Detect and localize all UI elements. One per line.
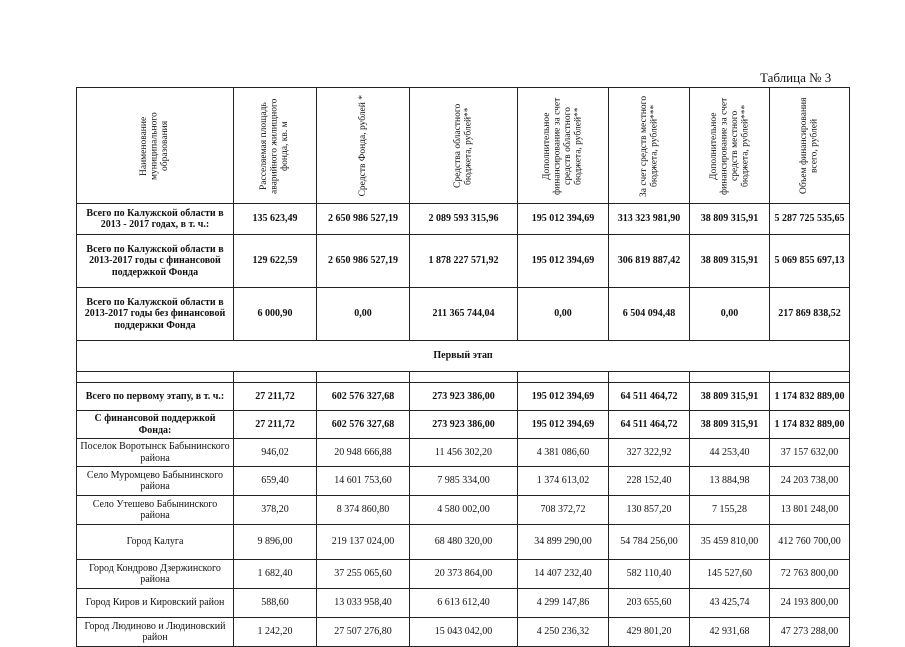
- column-header: Дополнительное финансирование за счет средств местного бюджета, рублей***: [690, 88, 770, 204]
- value-cell: 8 374 860,80: [317, 496, 410, 525]
- table-caption: Таблица № 3: [760, 70, 832, 85]
- value-cell: 378,20: [234, 496, 317, 525]
- table-row: [77, 618, 850, 647]
- value-cell: 602 576 327,68: [317, 411, 410, 439]
- column-header: Дополнительное финансирование за счет средств областного бюджета, рублей**: [518, 88, 609, 204]
- value-cell: 64 511 464,72: [609, 411, 690, 439]
- value-cell: 588,60: [234, 589, 317, 618]
- column-header: Расселяемая площадь аварийного жилищного фонда, кв. м: [234, 88, 317, 204]
- value-cell: 11 456 302,20: [410, 439, 518, 467]
- column-header: Объем финансирования всего, рублей: [770, 88, 850, 204]
- stage-title: Первый этап: [77, 341, 850, 372]
- value-cell: 37 157 632,00: [770, 439, 850, 467]
- value-cell: 47 273 288,00: [770, 618, 850, 647]
- value-cell: 130 857,20: [609, 496, 690, 525]
- value-cell: 13 801 248,00: [770, 496, 850, 525]
- municipality-name-cell: Город Кондрово Дзержинского района: [77, 560, 234, 589]
- value-cell: 129 622,59: [234, 235, 317, 288]
- value-cell: 5 287 725 535,65: [770, 204, 850, 235]
- column-header: Средства областного бюджета, рублей**: [410, 88, 518, 204]
- header-row: [77, 88, 850, 204]
- value-cell: 34 899 290,00: [518, 525, 609, 560]
- value-cell: 203 655,60: [609, 589, 690, 618]
- empty-cell: [770, 372, 850, 383]
- table-row: [77, 288, 850, 341]
- municipality-name-cell: Всего по Калужской области в 2013-2017 годы с финансовой поддержкой Фонда: [77, 235, 234, 288]
- municipality-name-cell: Город Людиново и Людиновский район: [77, 618, 234, 647]
- value-cell: 54 784 256,00: [609, 525, 690, 560]
- empty-cell: [410, 372, 518, 383]
- table-row: [77, 589, 850, 618]
- column-header: Наименование муниципального образования: [77, 88, 234, 204]
- value-cell: 327 322,92: [609, 439, 690, 467]
- value-cell: 273 923 386,00: [410, 411, 518, 439]
- value-cell: 13 884,98: [690, 467, 770, 496]
- table-row: [77, 411, 850, 439]
- value-cell: 228 152,40: [609, 467, 690, 496]
- value-cell: 195 012 394,69: [518, 235, 609, 288]
- municipality-name-cell: Город Калуга: [77, 525, 234, 560]
- value-cell: 27 211,72: [234, 411, 317, 439]
- municipality-name-cell: Всего по Калужской области в 2013 - 2017 годах, в т. ч.:: [77, 204, 234, 235]
- value-cell: 43 425,74: [690, 589, 770, 618]
- value-cell: 0,00: [518, 288, 609, 341]
- stage-row: [77, 341, 850, 372]
- value-cell: 20 948 666,88: [317, 439, 410, 467]
- value-cell: 68 480 320,00: [410, 525, 518, 560]
- municipality-name-cell: Село Муромцево Бабынинского района: [77, 467, 234, 496]
- value-cell: 38 809 315,91: [690, 204, 770, 235]
- table-row: [77, 525, 850, 560]
- column-header: За счет средств местного бюджета, рублей***: [609, 88, 690, 204]
- value-cell: 195 012 394,69: [518, 204, 609, 235]
- value-cell: 6 504 094,48: [609, 288, 690, 341]
- value-cell: 6 000,90: [234, 288, 317, 341]
- value-cell: 5 069 855 697,13: [770, 235, 850, 288]
- value-cell: 6 613 612,40: [410, 589, 518, 618]
- table-row: [77, 439, 850, 467]
- value-cell: 37 255 065,60: [317, 560, 410, 589]
- value-cell: 20 373 864,00: [410, 560, 518, 589]
- value-cell: 135 623,49: [234, 204, 317, 235]
- value-cell: 2 650 986 527,19: [317, 235, 410, 288]
- value-cell: 4 580 002,00: [410, 496, 518, 525]
- empty-cell: [234, 372, 317, 383]
- value-cell: 602 576 327,68: [317, 383, 410, 411]
- table-row: [77, 496, 850, 525]
- municipality-name-cell: Село Утешево Бабынинского района: [77, 496, 234, 525]
- value-cell: 2 089 593 315,96: [410, 204, 518, 235]
- value-cell: 1 242,20: [234, 618, 317, 647]
- value-cell: 38 809 315,91: [690, 411, 770, 439]
- value-cell: 4 250 236,32: [518, 618, 609, 647]
- value-cell: 1 878 227 571,92: [410, 235, 518, 288]
- table-row: [77, 467, 850, 496]
- value-cell: 44 253,40: [690, 439, 770, 467]
- value-cell: 35 459 810,00: [690, 525, 770, 560]
- value-cell: 72 763 800,00: [770, 560, 850, 589]
- value-cell: 24 193 800,00: [770, 589, 850, 618]
- value-cell: 708 372,72: [518, 496, 609, 525]
- value-cell: 4 381 086,60: [518, 439, 609, 467]
- value-cell: 429 801,20: [609, 618, 690, 647]
- empty-cell: [690, 372, 770, 383]
- empty-cell: [317, 372, 410, 383]
- value-cell: 219 137 024,00: [317, 525, 410, 560]
- value-cell: 0,00: [690, 288, 770, 341]
- empty-cell: [609, 372, 690, 383]
- municipality-name-cell: Всего по первому этапу, в т. ч.:: [77, 383, 234, 411]
- value-cell: 42 931,68: [690, 618, 770, 647]
- value-cell: 2 650 986 527,19: [317, 204, 410, 235]
- value-cell: 4 299 147,86: [518, 589, 609, 618]
- value-cell: 1 682,40: [234, 560, 317, 589]
- value-cell: 946,02: [234, 439, 317, 467]
- municipality-name-cell: Город Киров и Кировский район: [77, 589, 234, 618]
- value-cell: 217 869 838,52: [770, 288, 850, 341]
- empty-cell: [518, 372, 609, 383]
- value-cell: 659,40: [234, 467, 317, 496]
- value-cell: 313 323 981,90: [609, 204, 690, 235]
- value-cell: 211 365 744,04: [410, 288, 518, 341]
- value-cell: 1 174 832 889,00: [770, 383, 850, 411]
- value-cell: 7 985 334,00: [410, 467, 518, 496]
- value-cell: 14 601 753,60: [317, 467, 410, 496]
- column-header: Средств Фонда, рублей *: [317, 88, 410, 204]
- financing-table: [76, 87, 850, 647]
- value-cell: 582 110,40: [609, 560, 690, 589]
- spacer-row: [77, 372, 850, 383]
- municipality-name-cell: С финансовой поддержкой Фонда:: [77, 411, 234, 439]
- value-cell: 195 012 394,69: [518, 383, 609, 411]
- value-cell: 38 809 315,91: [690, 383, 770, 411]
- value-cell: 195 012 394,69: [518, 411, 609, 439]
- value-cell: 9 896,00: [234, 525, 317, 560]
- value-cell: 1 174 832 889,00: [770, 411, 850, 439]
- value-cell: 38 809 315,91: [690, 235, 770, 288]
- table-row: [77, 235, 850, 288]
- table-row: [77, 560, 850, 589]
- municipality-name-cell: Всего по Калужской области в 2013-2017 годы без финансовой поддержки Фонда: [77, 288, 234, 341]
- value-cell: 273 923 386,00: [410, 383, 518, 411]
- value-cell: 306 819 887,42: [609, 235, 690, 288]
- value-cell: 0,00: [317, 288, 410, 341]
- table-row: [77, 383, 850, 411]
- value-cell: 27 507 276,80: [317, 618, 410, 647]
- table-row: [77, 204, 850, 235]
- value-cell: 412 760 700,00: [770, 525, 850, 560]
- value-cell: 64 511 464,72: [609, 383, 690, 411]
- value-cell: 15 043 042,00: [410, 618, 518, 647]
- value-cell: 14 407 232,40: [518, 560, 609, 589]
- value-cell: 1 374 613,02: [518, 467, 609, 496]
- value-cell: 27 211,72: [234, 383, 317, 411]
- value-cell: 145 527,60: [690, 560, 770, 589]
- value-cell: 24 203 738,00: [770, 467, 850, 496]
- value-cell: 7 155,28: [690, 496, 770, 525]
- municipality-name-cell: Поселок Воротынск Бабынинского района: [77, 439, 234, 467]
- empty-cell: [77, 372, 234, 383]
- value-cell: 13 033 958,40: [317, 589, 410, 618]
